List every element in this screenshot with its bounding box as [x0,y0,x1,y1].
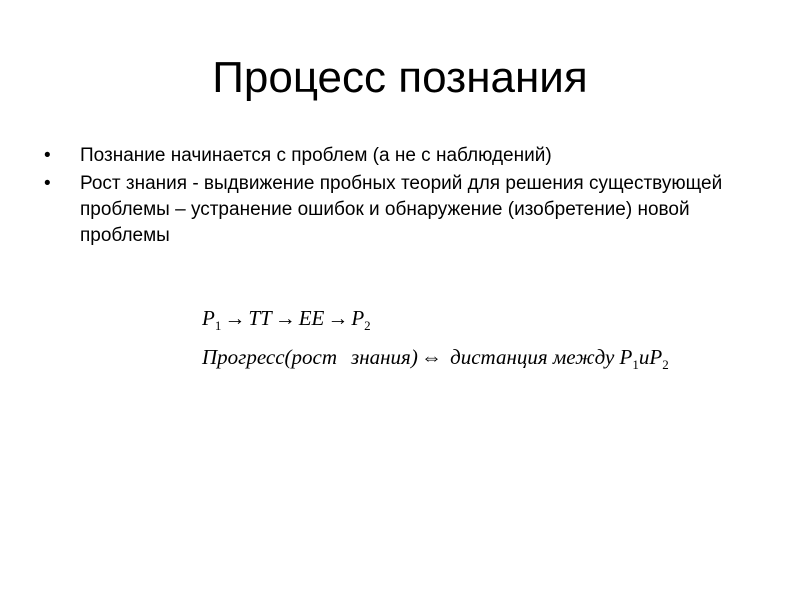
arrow-icon: → [224,306,246,330]
bullet-item-2 [44,171,744,249]
bullet-text-1: Познание начинается с проблем (а не с наблюдений) [80,145,552,166]
formula-ee: EE [298,306,325,330]
formula-p2: $P_2$ [649,345,669,372]
bullet-text-2: Рост знания - выдвижение пробных теорий для решения существующей проблемы – устранение ошибок и обнаружение (изобретение) новой проблемы [80,173,723,246]
arrow-icon: → [327,306,349,330]
bullet-list [44,143,744,251]
bullet-item-1 [44,143,744,169]
formula-and: и [638,345,650,369]
bullet-dot-icon: • [44,145,51,166]
formula-progress-middle: знания) [351,345,418,369]
arrow-icon: → [274,306,296,330]
formula-progress-right: дистанция между [450,345,615,369]
iff-arrow-icon: ⇔ [420,345,442,369]
slide-title: Процесс познания [212,53,588,102]
formula-progress [202,343,669,371]
formula-p2: $P_2$ [351,306,371,333]
formula-problem-cycle [202,304,371,332]
formula-p1: $P_1$ [202,306,222,333]
formula-progress-left: Прогресс(рост [202,345,338,369]
bullet-dot-icon: • [44,173,51,194]
formula-p1: $P_1$ [619,345,639,372]
formula-tt: TT [248,306,272,330]
